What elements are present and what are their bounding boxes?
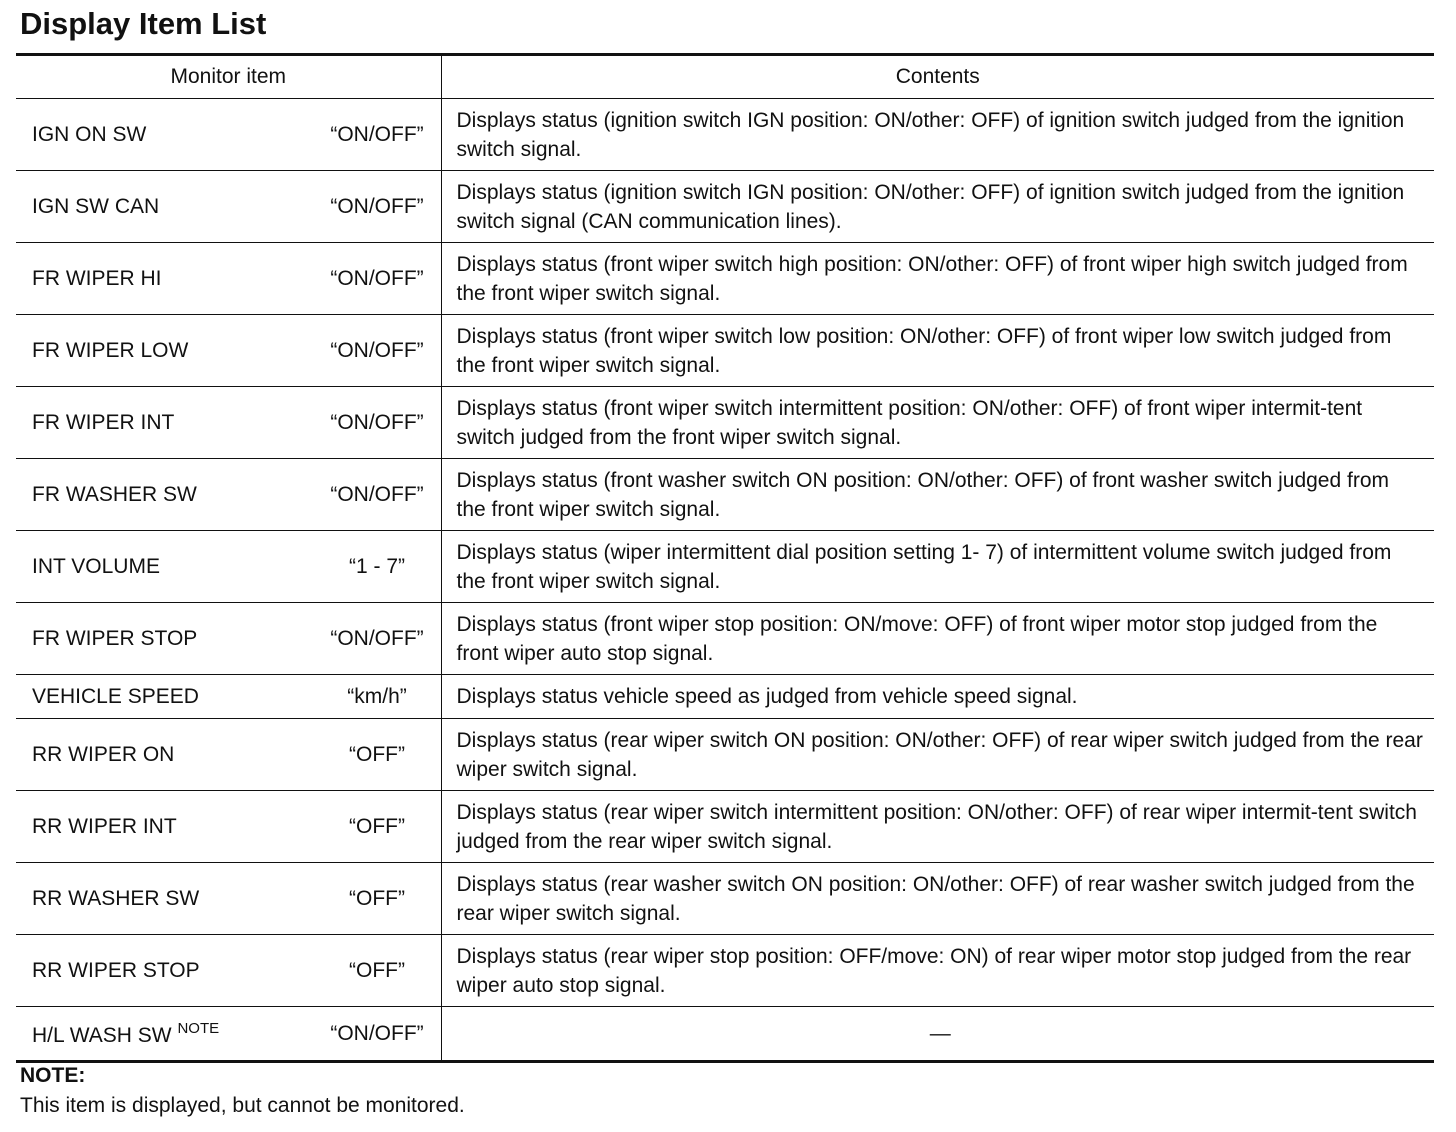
monitor-item-value: “OFF” [349, 742, 405, 766]
contents-cell: Displays status (rear wiper stop position: OFF/move: ON) of rear wiper motor stop judged from the rear wiper auto stop signal. [441, 935, 1434, 1007]
monitor-item-name: FR WIPER LOW [32, 338, 189, 362]
table-row [16, 387, 1434, 459]
table-row [16, 315, 1434, 387]
monitor-item-cell [16, 863, 441, 935]
table-row [16, 459, 1434, 531]
monitor-item-name: RR WASHER SW [32, 886, 200, 910]
monitor-item-cell [16, 1007, 441, 1062]
monitor-item-name: IGN SW CAN [32, 194, 160, 218]
monitor-item-value: “ON/OFF” [330, 194, 424, 218]
note-superscript: NOTE [177, 1019, 220, 1037]
monitor-item-value: “ON/OFF” [330, 266, 424, 290]
monitor-item-name: FR WIPER HI [32, 266, 162, 290]
table-row [16, 675, 1434, 719]
monitor-item-value: “ON/OFF” [330, 410, 424, 434]
table-row [16, 243, 1434, 315]
monitor-item-cell [16, 243, 441, 315]
monitor-item-name: FR WIPER STOP [32, 626, 198, 650]
monitor-item-cell [16, 603, 441, 675]
table-row [16, 603, 1434, 675]
monitor-item-cell [16, 719, 441, 791]
monitor-item-cell [16, 675, 441, 719]
monitor-item-value: “km/h” [347, 684, 407, 708]
monitor-item-name: IGN ON SW [32, 122, 147, 146]
table-row [16, 531, 1434, 603]
display-item-table [16, 53, 1434, 1063]
monitor-item-name: INT VOLUME [32, 554, 160, 578]
table-row [16, 171, 1434, 243]
monitor-item-name: RR WIPER STOP [32, 958, 200, 982]
monitor-item-cell [16, 459, 441, 531]
monitor-item-name: FR WIPER INT [32, 410, 175, 434]
table-row [16, 791, 1434, 863]
monitor-item-value: “ON/OFF” [330, 1021, 424, 1045]
page-title: Display Item List [20, 6, 267, 41]
monitor-item-value: “ON/OFF” [330, 626, 424, 650]
monitor-item-value: “OFF” [349, 814, 405, 838]
monitor-item-cell [16, 387, 441, 459]
monitor-item-cell [16, 935, 441, 1007]
monitor-item-name: RR WIPER ON [32, 742, 175, 766]
monitor-item-cell [16, 99, 441, 171]
note-text: This item is displayed, but cannot be monitored. [20, 1094, 465, 1117]
table-row [16, 935, 1434, 1007]
monitor-item-cell [16, 791, 441, 863]
contents-cell: Displays status (ignition switch IGN position: ON/other: OFF) of ignition switch judged from the ignition switch signal (CAN communication lines). [441, 171, 1434, 243]
contents-cell: Displays status (front wiper switch high position: ON/other: OFF) of front wiper high switch judged from the front wiper switch signal. [441, 243, 1434, 315]
contents-cell: Displays status (ignition switch IGN position: ON/other: OFF) of ignition switch judged from the ignition switch signal. [441, 99, 1434, 171]
monitor-item-value: “1 - 7” [348, 554, 405, 578]
monitor-item-name: FR WASHER SW [32, 482, 197, 506]
contents-cell: Displays status (rear washer switch ON position: ON/other: OFF) of rear washer switch judged from the rear wiper switch signal. [441, 863, 1434, 935]
table-row [16, 1007, 1434, 1062]
monitor-item-value: “OFF” [349, 958, 405, 982]
monitor-item-name [32, 1020, 320, 1048]
contents-cell: Displays status (rear wiper switch ON position: ON/other: OFF) of rear wiper switch judged from the rear wiper switch signal. [441, 719, 1434, 791]
monitor-item-cell [16, 315, 441, 387]
table-header-row [16, 55, 1434, 99]
contents-cell: — [929, 1022, 951, 1045]
monitor-item-cell [16, 531, 441, 603]
monitor-item-value: “ON/OFF” [330, 122, 424, 146]
contents-cell: Displays status vehicle speed as judged from vehicle speed signal. [441, 675, 1434, 719]
monitor-item-value: “ON/OFF” [330, 482, 424, 506]
table-row [16, 99, 1434, 171]
contents-cell: Displays status (front wiper switch intermittent position: ON/other: OFF) of front wiper intermit-tent switch judged from the front wiper switch signal. [441, 387, 1434, 459]
note-heading: NOTE: [20, 1064, 86, 1087]
table-row [16, 863, 1434, 935]
header-monitor-item: Monitor item [16, 55, 441, 99]
contents-cell: Displays status (front washer switch ON position: ON/other: OFF) of front washer switch judged from the front wiper switch signal. [441, 459, 1434, 531]
monitor-item-name-text: H/L WASH SW [32, 1023, 172, 1047]
monitor-item-name: RR WIPER INT [32, 814, 177, 838]
monitor-item-cell [16, 171, 441, 243]
contents-cell: Displays status (front wiper switch low position: ON/other: OFF) of front wiper low switch judged from the front wiper switch signal. [441, 315, 1434, 387]
contents-cell: Displays status (wiper intermittent dial position setting 1- 7) of intermittent volume switch judged from the front wiper switch signal. [441, 531, 1434, 603]
monitor-item-value: “OFF” [349, 886, 405, 910]
header-contents: Contents [441, 55, 1434, 99]
contents-cell: Displays status (rear wiper switch intermittent position: ON/other: OFF) of rear wiper intermit-tent switch judged from the rear wiper switch signal. [441, 791, 1434, 863]
table-row [16, 719, 1434, 791]
monitor-item-name: VEHICLE SPEED [32, 684, 199, 708]
monitor-item-value: “ON/OFF” [330, 338, 424, 362]
contents-cell: Displays status (front wiper stop position: ON/move: OFF) of front wiper motor stop judged from the front wiper auto stop signal. [441, 603, 1434, 675]
